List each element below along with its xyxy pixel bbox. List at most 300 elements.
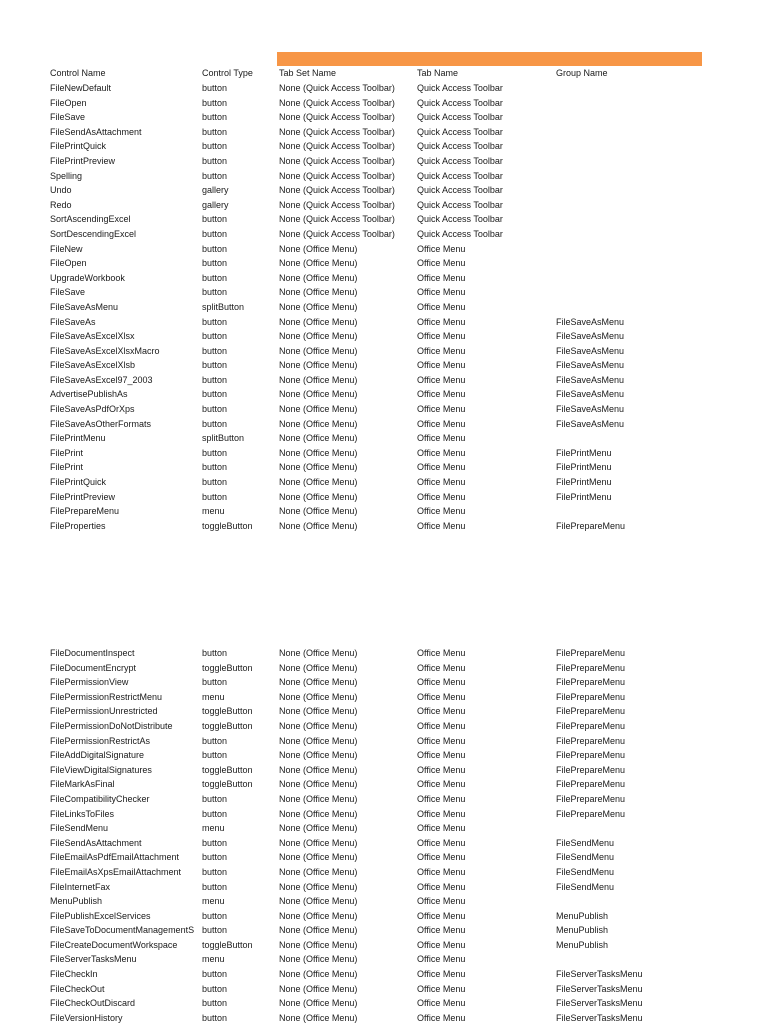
tab-name-cell: Office Menu bbox=[417, 881, 466, 892]
table-row bbox=[50, 967, 730, 982]
control-type-cell: button bbox=[202, 881, 228, 892]
table-row bbox=[50, 938, 730, 953]
tab-set-name-cell: None (Office Menu) bbox=[279, 389, 358, 400]
tab-set-name-cell: None (Office Menu) bbox=[279, 491, 358, 502]
group-name-cell: FileSaveAsMenu bbox=[556, 345, 625, 356]
table-row bbox=[50, 315, 730, 330]
tab-set-name-cell: None (Quick Access Toolbar) bbox=[279, 214, 395, 225]
control-name-cell: FileDocumentEncrypt bbox=[50, 662, 137, 673]
table-row bbox=[50, 704, 730, 719]
control-type-cell: button bbox=[202, 345, 228, 356]
tab-name-cell: Office Menu bbox=[417, 677, 466, 688]
group-name-cell: FilePrepareMenu bbox=[556, 662, 626, 673]
control-type-cell: button bbox=[202, 1012, 228, 1023]
control-type-cell: button bbox=[202, 808, 228, 819]
tab-set-name-cell: None (Office Menu) bbox=[279, 706, 358, 717]
table-row bbox=[50, 242, 730, 257]
tab-name-cell: Office Menu bbox=[417, 374, 466, 385]
table-row bbox=[50, 285, 730, 300]
tab-name-cell: Office Menu bbox=[417, 720, 466, 731]
column-header-tab-name: Tab Name bbox=[417, 68, 459, 78]
control-type-cell: button bbox=[202, 243, 228, 254]
column-header-tab-set-name: Tab Set Name bbox=[279, 68, 337, 78]
tab-set-name-cell: None (Office Menu) bbox=[279, 374, 358, 385]
tab-set-name-cell: None (Office Menu) bbox=[279, 433, 358, 444]
tab-name-cell: Quick Access Toolbar bbox=[417, 141, 503, 152]
group-name-cell: FileSendMenu bbox=[556, 866, 615, 877]
table-row bbox=[50, 880, 730, 895]
control-type-cell: button bbox=[202, 389, 228, 400]
tab-name-cell: Office Menu bbox=[417, 837, 466, 848]
control-type-cell: toggleButton bbox=[202, 520, 253, 531]
tab-set-name-cell: None (Office Menu) bbox=[279, 462, 358, 473]
column-header-control-name: Control Name bbox=[50, 68, 106, 78]
control-name-cell: FilePrintMenu bbox=[50, 433, 106, 444]
group-name-cell: FilePrepareMenu bbox=[556, 677, 626, 688]
control-type-cell: button bbox=[202, 418, 228, 429]
table-row bbox=[50, 646, 730, 661]
tab-name-cell: Office Menu bbox=[417, 662, 466, 673]
tab-name-cell: Office Menu bbox=[417, 779, 466, 790]
tab-name-cell: Office Menu bbox=[417, 750, 466, 761]
control-name-cell: FileEmailAsXpsEmailAttachment bbox=[50, 866, 182, 877]
table-row bbox=[50, 402, 730, 417]
group-name-cell: FileSendMenu bbox=[556, 852, 615, 863]
control-type-cell: splitButton bbox=[202, 433, 245, 444]
group-name-cell: FilePrepareMenu bbox=[556, 706, 626, 717]
control-name-cell: FilePermissionView bbox=[50, 677, 129, 688]
header-accent-bar bbox=[277, 52, 702, 66]
table-row bbox=[50, 417, 730, 432]
tab-set-name-cell: None (Quick Access Toolbar) bbox=[279, 141, 395, 152]
tab-name-cell: Office Menu bbox=[417, 1012, 466, 1023]
tab-set-name-cell: None (Quick Access Toolbar) bbox=[279, 97, 395, 108]
tab-name-cell: Office Menu bbox=[417, 691, 466, 702]
table-row bbox=[50, 661, 730, 676]
tab-set-name-cell: None (Office Menu) bbox=[279, 779, 358, 790]
control-name-cell: FileSave bbox=[50, 112, 86, 123]
table-row bbox=[50, 490, 730, 505]
control-name-cell: FileSaveAsExcelXlsxMacro bbox=[50, 345, 160, 356]
tab-name-cell: Quick Access Toolbar bbox=[417, 185, 503, 196]
tab-set-name-cell: None (Office Menu) bbox=[279, 998, 358, 1009]
tab-name-cell: Office Menu bbox=[417, 735, 466, 746]
group-name-cell: FilePrintMenu bbox=[556, 462, 612, 473]
tab-name-cell: Quick Access Toolbar bbox=[417, 214, 503, 225]
control-type-cell: button bbox=[202, 735, 228, 746]
control-type-cell: button bbox=[202, 837, 228, 848]
control-type-cell: button bbox=[202, 170, 228, 181]
table-row bbox=[50, 836, 730, 851]
control-type-cell: button bbox=[202, 112, 228, 123]
control-name-cell: FilePrepareMenu bbox=[50, 506, 120, 517]
control-name-cell: FileOpen bbox=[50, 97, 87, 108]
tab-set-name-cell: None (Office Menu) bbox=[279, 272, 358, 283]
control-name-cell: FilePermissionRestrictMenu bbox=[50, 691, 163, 702]
group-name-cell: FilePrepareMenu bbox=[556, 735, 626, 746]
tab-name-cell: Office Menu bbox=[417, 287, 466, 298]
group-name-cell: FilePrepareMenu bbox=[556, 750, 626, 761]
control-type-cell: button bbox=[202, 155, 228, 166]
group-name-cell: FilePrepareMenu bbox=[556, 520, 626, 531]
control-type-cell: toggleButton bbox=[202, 706, 253, 717]
group-name-cell: FilePrintMenu bbox=[556, 447, 612, 458]
control-type-cell: button bbox=[202, 83, 228, 93]
tab-set-name-cell: None (Office Menu) bbox=[279, 954, 358, 965]
control-name-cell: FileSaveAsExcelXlsb bbox=[50, 360, 136, 371]
control-type-cell: button bbox=[202, 793, 228, 804]
control-name-cell: SortDescendingExcel bbox=[50, 228, 137, 239]
tab-set-name-cell: None (Office Menu) bbox=[279, 881, 358, 892]
tab-set-name-cell: None (Quick Access Toolbar) bbox=[279, 83, 395, 93]
tab-set-name-cell: None (Office Menu) bbox=[279, 301, 358, 312]
control-type-cell: toggleButton bbox=[202, 720, 253, 731]
control-name-cell: FileSaveToDocumentManagementS bbox=[50, 925, 195, 936]
tab-set-name-cell: None (Office Menu) bbox=[279, 910, 358, 921]
tab-set-name-cell: None (Office Menu) bbox=[279, 925, 358, 936]
control-name-cell: FileNew bbox=[50, 243, 83, 254]
table-row bbox=[50, 460, 730, 475]
control-type-cell: button bbox=[202, 228, 228, 239]
tab-name-cell: Office Menu bbox=[417, 520, 466, 531]
table-row bbox=[50, 982, 730, 997]
tab-set-name-cell: None (Office Menu) bbox=[279, 404, 358, 415]
table-row bbox=[50, 300, 730, 315]
control-type-cell: toggleButton bbox=[202, 764, 253, 775]
tab-set-name-cell: None (Quick Access Toolbar) bbox=[279, 155, 395, 166]
group-name-cell: FileSendMenu bbox=[556, 881, 615, 892]
tab-set-name-cell: None (Office Menu) bbox=[279, 662, 358, 673]
group-name-cell: FileSaveAsMenu bbox=[556, 374, 625, 385]
table-row bbox=[50, 475, 730, 490]
tab-name-cell: Office Menu bbox=[417, 910, 466, 921]
tab-name-cell: Office Menu bbox=[417, 404, 466, 415]
control-type-cell: menu bbox=[202, 823, 225, 834]
control-type-cell: toggleButton bbox=[202, 662, 253, 673]
control-type-cell: button bbox=[202, 316, 228, 327]
group-name-cell: FileSaveAsMenu bbox=[556, 360, 625, 371]
tab-name-cell: Office Menu bbox=[417, 433, 466, 444]
control-name-cell: FileSave bbox=[50, 287, 86, 298]
control-type-cell: button bbox=[202, 677, 228, 688]
tab-name-cell: Office Menu bbox=[417, 491, 466, 502]
group-name-cell: FileServerTasksMenu bbox=[556, 969, 643, 980]
tab-set-name-cell: None (Office Menu) bbox=[279, 939, 358, 950]
control-name-cell: FileSaveAsMenu bbox=[50, 301, 119, 312]
group-name-cell: FilePrepareMenu bbox=[556, 720, 626, 731]
table-row bbox=[50, 431, 730, 446]
table-row bbox=[50, 169, 730, 184]
control-name-cell: FileSendMenu bbox=[50, 823, 109, 834]
tab-set-name-cell: None (Office Menu) bbox=[279, 691, 358, 702]
control-name-cell: FilePublishExcelServices bbox=[50, 910, 151, 921]
tab-name-cell: Quick Access Toolbar bbox=[417, 83, 503, 93]
group-name-cell: FileSaveAsMenu bbox=[556, 389, 625, 400]
control-type-cell: button bbox=[202, 983, 228, 994]
tab-name-cell: Office Menu bbox=[417, 925, 466, 936]
table-row bbox=[50, 748, 730, 763]
tab-name-cell: Office Menu bbox=[417, 462, 466, 473]
group-name-cell: FileSendMenu bbox=[556, 837, 615, 848]
control-type-cell: button bbox=[202, 258, 228, 269]
table-header bbox=[50, 66, 730, 81]
control-type-cell: gallery bbox=[202, 185, 229, 196]
tab-name-cell: Office Menu bbox=[417, 272, 466, 283]
group-name-cell: MenuPublish bbox=[556, 925, 609, 936]
tab-set-name-cell: None (Office Menu) bbox=[279, 823, 358, 834]
group-name-cell: FilePrepareMenu bbox=[556, 691, 626, 702]
control-name-cell: Spelling bbox=[50, 170, 83, 181]
table-row bbox=[50, 154, 730, 169]
table-row bbox=[50, 777, 730, 792]
tab-name-cell: Office Menu bbox=[417, 345, 466, 356]
tab-name-cell: Office Menu bbox=[417, 939, 466, 950]
group-name-cell: FileServerTasksMenu bbox=[556, 1012, 643, 1023]
control-name-cell: FileCheckOut bbox=[50, 983, 105, 994]
tab-name-cell: Office Menu bbox=[417, 258, 466, 269]
control-name-cell: FileSaveAs bbox=[50, 316, 96, 327]
tab-name-cell: Office Menu bbox=[417, 969, 466, 980]
control-name-cell: FilePrintPreview bbox=[50, 491, 116, 502]
control-name-cell: FilePrintPreview bbox=[50, 155, 116, 166]
control-name-cell: FileCompatibilityChecker bbox=[50, 793, 150, 804]
control-name-cell: FileDocumentInspect bbox=[50, 648, 135, 658]
table-row bbox=[50, 1011, 730, 1025]
tab-set-name-cell: None (Office Menu) bbox=[279, 896, 358, 907]
control-type-cell: button bbox=[202, 97, 228, 108]
tab-set-name-cell: None (Office Menu) bbox=[279, 316, 358, 327]
group-name-cell: FilePrepareMenu bbox=[556, 648, 626, 658]
control-name-cell: FileCheckOutDiscard bbox=[50, 998, 136, 1009]
table-row bbox=[50, 446, 730, 461]
tab-name-cell: Office Menu bbox=[417, 477, 466, 488]
control-name-cell: FilePermissionDoNotDistribute bbox=[50, 720, 173, 731]
column-header-group-name: Group Name bbox=[556, 68, 608, 78]
control-type-cell: button bbox=[202, 998, 228, 1009]
tab-name-cell: Office Menu bbox=[417, 983, 466, 994]
tab-set-name-cell: None (Office Menu) bbox=[279, 866, 358, 877]
tab-name-cell: Office Menu bbox=[417, 360, 466, 371]
control-type-cell: button bbox=[202, 925, 228, 936]
group-name-cell: FilePrepareMenu bbox=[556, 793, 626, 804]
group-name-cell: FileSaveAsMenu bbox=[556, 331, 625, 342]
control-name-cell: FilePermissionRestrictAs bbox=[50, 735, 151, 746]
tab-name-cell: Office Menu bbox=[417, 447, 466, 458]
tab-name-cell: Office Menu bbox=[417, 331, 466, 342]
tab-set-name-cell: None (Office Menu) bbox=[279, 720, 358, 731]
control-type-cell: menu bbox=[202, 506, 225, 517]
table-row bbox=[50, 675, 730, 690]
control-type-cell: button bbox=[202, 360, 228, 371]
tab-name-cell: Office Menu bbox=[417, 896, 466, 907]
table-row bbox=[50, 865, 730, 880]
tab-set-name-cell: None (Office Menu) bbox=[279, 1012, 358, 1023]
control-type-cell: menu bbox=[202, 954, 225, 965]
control-type-cell: button bbox=[202, 331, 228, 342]
control-type-cell: splitButton bbox=[202, 301, 245, 312]
tab-name-cell: Office Menu bbox=[417, 764, 466, 775]
tab-set-name-cell: None (Quick Access Toolbar) bbox=[279, 199, 395, 210]
control-type-cell: button bbox=[202, 750, 228, 761]
tab-name-cell: Office Menu bbox=[417, 243, 466, 254]
control-type-cell: button bbox=[202, 447, 228, 458]
control-name-cell: FileSaveAsPdfOrXps bbox=[50, 404, 135, 415]
control-name-cell: FilePrintQuick bbox=[50, 141, 107, 152]
table-row bbox=[50, 96, 730, 111]
control-type-cell: button bbox=[202, 477, 228, 488]
control-name-cell: FilePermissionUnrestricted bbox=[50, 706, 158, 717]
tab-set-name-cell: None (Quick Access Toolbar) bbox=[279, 228, 395, 239]
control-name-cell: FileCheckIn bbox=[50, 969, 98, 980]
tab-name-cell: Office Menu bbox=[417, 648, 466, 658]
control-type-cell: button bbox=[202, 910, 228, 921]
table-row bbox=[50, 198, 730, 213]
group-name-cell: FilePrepareMenu bbox=[556, 808, 626, 819]
table-row bbox=[50, 125, 730, 140]
control-type-cell: toggleButton bbox=[202, 939, 253, 950]
table-row bbox=[50, 690, 730, 705]
tab-set-name-cell: None (Office Menu) bbox=[279, 360, 358, 371]
group-name-cell: FileSaveAsMenu bbox=[556, 404, 625, 415]
tab-name-cell: Quick Access Toolbar bbox=[417, 97, 503, 108]
table-row bbox=[50, 719, 730, 734]
tab-set-name-cell: None (Office Menu) bbox=[279, 837, 358, 848]
tab-set-name-cell: None (Quick Access Toolbar) bbox=[279, 185, 395, 196]
control-type-cell: button bbox=[202, 648, 228, 658]
control-type-cell: menu bbox=[202, 691, 225, 702]
tab-name-cell: Quick Access Toolbar bbox=[417, 155, 503, 166]
tab-set-name-cell: None (Office Menu) bbox=[279, 331, 358, 342]
control-name-cell: FilePrintQuick bbox=[50, 477, 107, 488]
control-type-cell: button bbox=[202, 852, 228, 863]
control-name-cell: FileInternetFax bbox=[50, 881, 111, 892]
tab-name-cell: Office Menu bbox=[417, 706, 466, 717]
control-type-cell: button bbox=[202, 866, 228, 877]
control-name-cell: FileSendAsAttachment bbox=[50, 837, 142, 848]
tab-name-cell: Office Menu bbox=[417, 506, 466, 517]
tab-set-name-cell: None (Office Menu) bbox=[279, 477, 358, 488]
table-row bbox=[50, 373, 730, 388]
control-name-cell: MenuPublish bbox=[50, 896, 103, 907]
table-row bbox=[50, 358, 730, 373]
table-row bbox=[50, 212, 730, 227]
control-type-cell: button bbox=[202, 272, 228, 283]
table-row bbox=[50, 256, 730, 271]
table-row bbox=[50, 792, 730, 807]
tab-set-name-cell: None (Office Menu) bbox=[279, 345, 358, 356]
control-type-cell: button bbox=[202, 374, 228, 385]
control-name-cell: FileMarkAsFinal bbox=[50, 779, 115, 790]
tab-set-name-cell: None (Office Menu) bbox=[279, 648, 358, 658]
tab-name-cell: Quick Access Toolbar bbox=[417, 199, 503, 210]
group-name-cell: MenuPublish bbox=[556, 939, 609, 950]
control-type-cell: button bbox=[202, 404, 228, 415]
control-name-cell: UpgradeWorkbook bbox=[50, 272, 125, 283]
control-type-cell: button bbox=[202, 126, 228, 137]
control-name-cell: SortAscendingExcel bbox=[50, 214, 131, 225]
control-name-cell: FileSaveAsExcelXlsx bbox=[50, 331, 135, 342]
tab-set-name-cell: None (Office Menu) bbox=[279, 808, 358, 819]
tab-name-cell: Office Menu bbox=[417, 301, 466, 312]
tab-name-cell: Office Menu bbox=[417, 823, 466, 834]
tab-name-cell: Office Menu bbox=[417, 866, 466, 877]
control-type-cell: button bbox=[202, 287, 228, 298]
tab-set-name-cell: None (Quick Access Toolbar) bbox=[279, 126, 395, 137]
control-name-cell: FileSaveAsOtherFormats bbox=[50, 418, 152, 429]
tab-set-name-cell: None (Office Menu) bbox=[279, 243, 358, 254]
table-row bbox=[50, 110, 730, 125]
table-row bbox=[50, 387, 730, 402]
control-type-cell: toggleButton bbox=[202, 779, 253, 790]
control-name-cell: FileLinksToFiles bbox=[50, 808, 115, 819]
control-name-cell: FilePrint bbox=[50, 447, 84, 458]
group-name-cell: MenuPublish bbox=[556, 910, 609, 921]
control-name-cell: FileAddDigitalSignature bbox=[50, 750, 145, 761]
group-name-cell: FileSaveAsMenu bbox=[556, 418, 625, 429]
table-row bbox=[50, 504, 730, 519]
header-row bbox=[50, 66, 730, 81]
control-type-cell: gallery bbox=[202, 199, 229, 210]
control-name-cell: FileVersionHistory bbox=[50, 1012, 123, 1023]
table-row bbox=[50, 894, 730, 909]
table-row bbox=[50, 996, 730, 1011]
tab-set-name-cell: None (Office Menu) bbox=[279, 258, 358, 269]
table-row bbox=[50, 139, 730, 154]
control-name-cell: FileNewDefault bbox=[50, 83, 112, 93]
table-row bbox=[50, 734, 730, 749]
tab-set-name-cell: None (Office Menu) bbox=[279, 764, 358, 775]
tab-name-cell: Quick Access Toolbar bbox=[417, 126, 503, 137]
group-name-cell: FileServerTasksMenu bbox=[556, 983, 643, 994]
tab-set-name-cell: None (Office Menu) bbox=[279, 520, 358, 531]
tab-name-cell: Quick Access Toolbar bbox=[417, 228, 503, 239]
control-name-cell: FileServerTasksMenu bbox=[50, 954, 137, 965]
tab-name-cell: Office Menu bbox=[417, 998, 466, 1009]
tab-set-name-cell: None (Office Menu) bbox=[279, 969, 358, 980]
tab-set-name-cell: None (Office Menu) bbox=[279, 506, 358, 517]
table-row bbox=[50, 519, 730, 534]
control-type-cell: button bbox=[202, 491, 228, 502]
control-name-cell: FileProperties bbox=[50, 520, 106, 531]
control-name-cell: FileSendAsAttachment bbox=[50, 126, 142, 137]
table-row bbox=[50, 807, 730, 822]
tab-name-cell: Quick Access Toolbar bbox=[417, 170, 503, 181]
tab-set-name-cell: None (Office Menu) bbox=[279, 735, 358, 746]
table-row bbox=[50, 183, 730, 198]
tab-set-name-cell: None (Quick Access Toolbar) bbox=[279, 170, 395, 181]
control-name-cell: FileCreateDocumentWorkspace bbox=[50, 939, 178, 950]
group-name-cell: FilePrintMenu bbox=[556, 491, 612, 502]
group-name-cell: FilePrepareMenu bbox=[556, 779, 626, 790]
control-type-cell: button bbox=[202, 969, 228, 980]
table-row bbox=[50, 909, 730, 924]
table-row bbox=[50, 81, 730, 96]
control-type-cell: button bbox=[202, 462, 228, 473]
tab-set-name-cell: None (Office Menu) bbox=[279, 750, 358, 761]
tab-name-cell: Quick Access Toolbar bbox=[417, 112, 503, 123]
tab-name-cell: Office Menu bbox=[417, 793, 466, 804]
control-name-cell: FilePrint bbox=[50, 462, 84, 473]
table-row bbox=[50, 271, 730, 286]
tab-set-name-cell: None (Office Menu) bbox=[279, 287, 358, 298]
tab-name-cell: Office Menu bbox=[417, 852, 466, 863]
control-name-cell: AdvertisePublishAs bbox=[50, 389, 128, 400]
control-name-cell: Undo bbox=[50, 185, 72, 196]
tab-name-cell: Office Menu bbox=[417, 808, 466, 819]
table-section-2 bbox=[50, 646, 730, 1025]
tab-set-name-cell: None (Quick Access Toolbar) bbox=[279, 112, 395, 123]
control-type-cell: button bbox=[202, 141, 228, 152]
